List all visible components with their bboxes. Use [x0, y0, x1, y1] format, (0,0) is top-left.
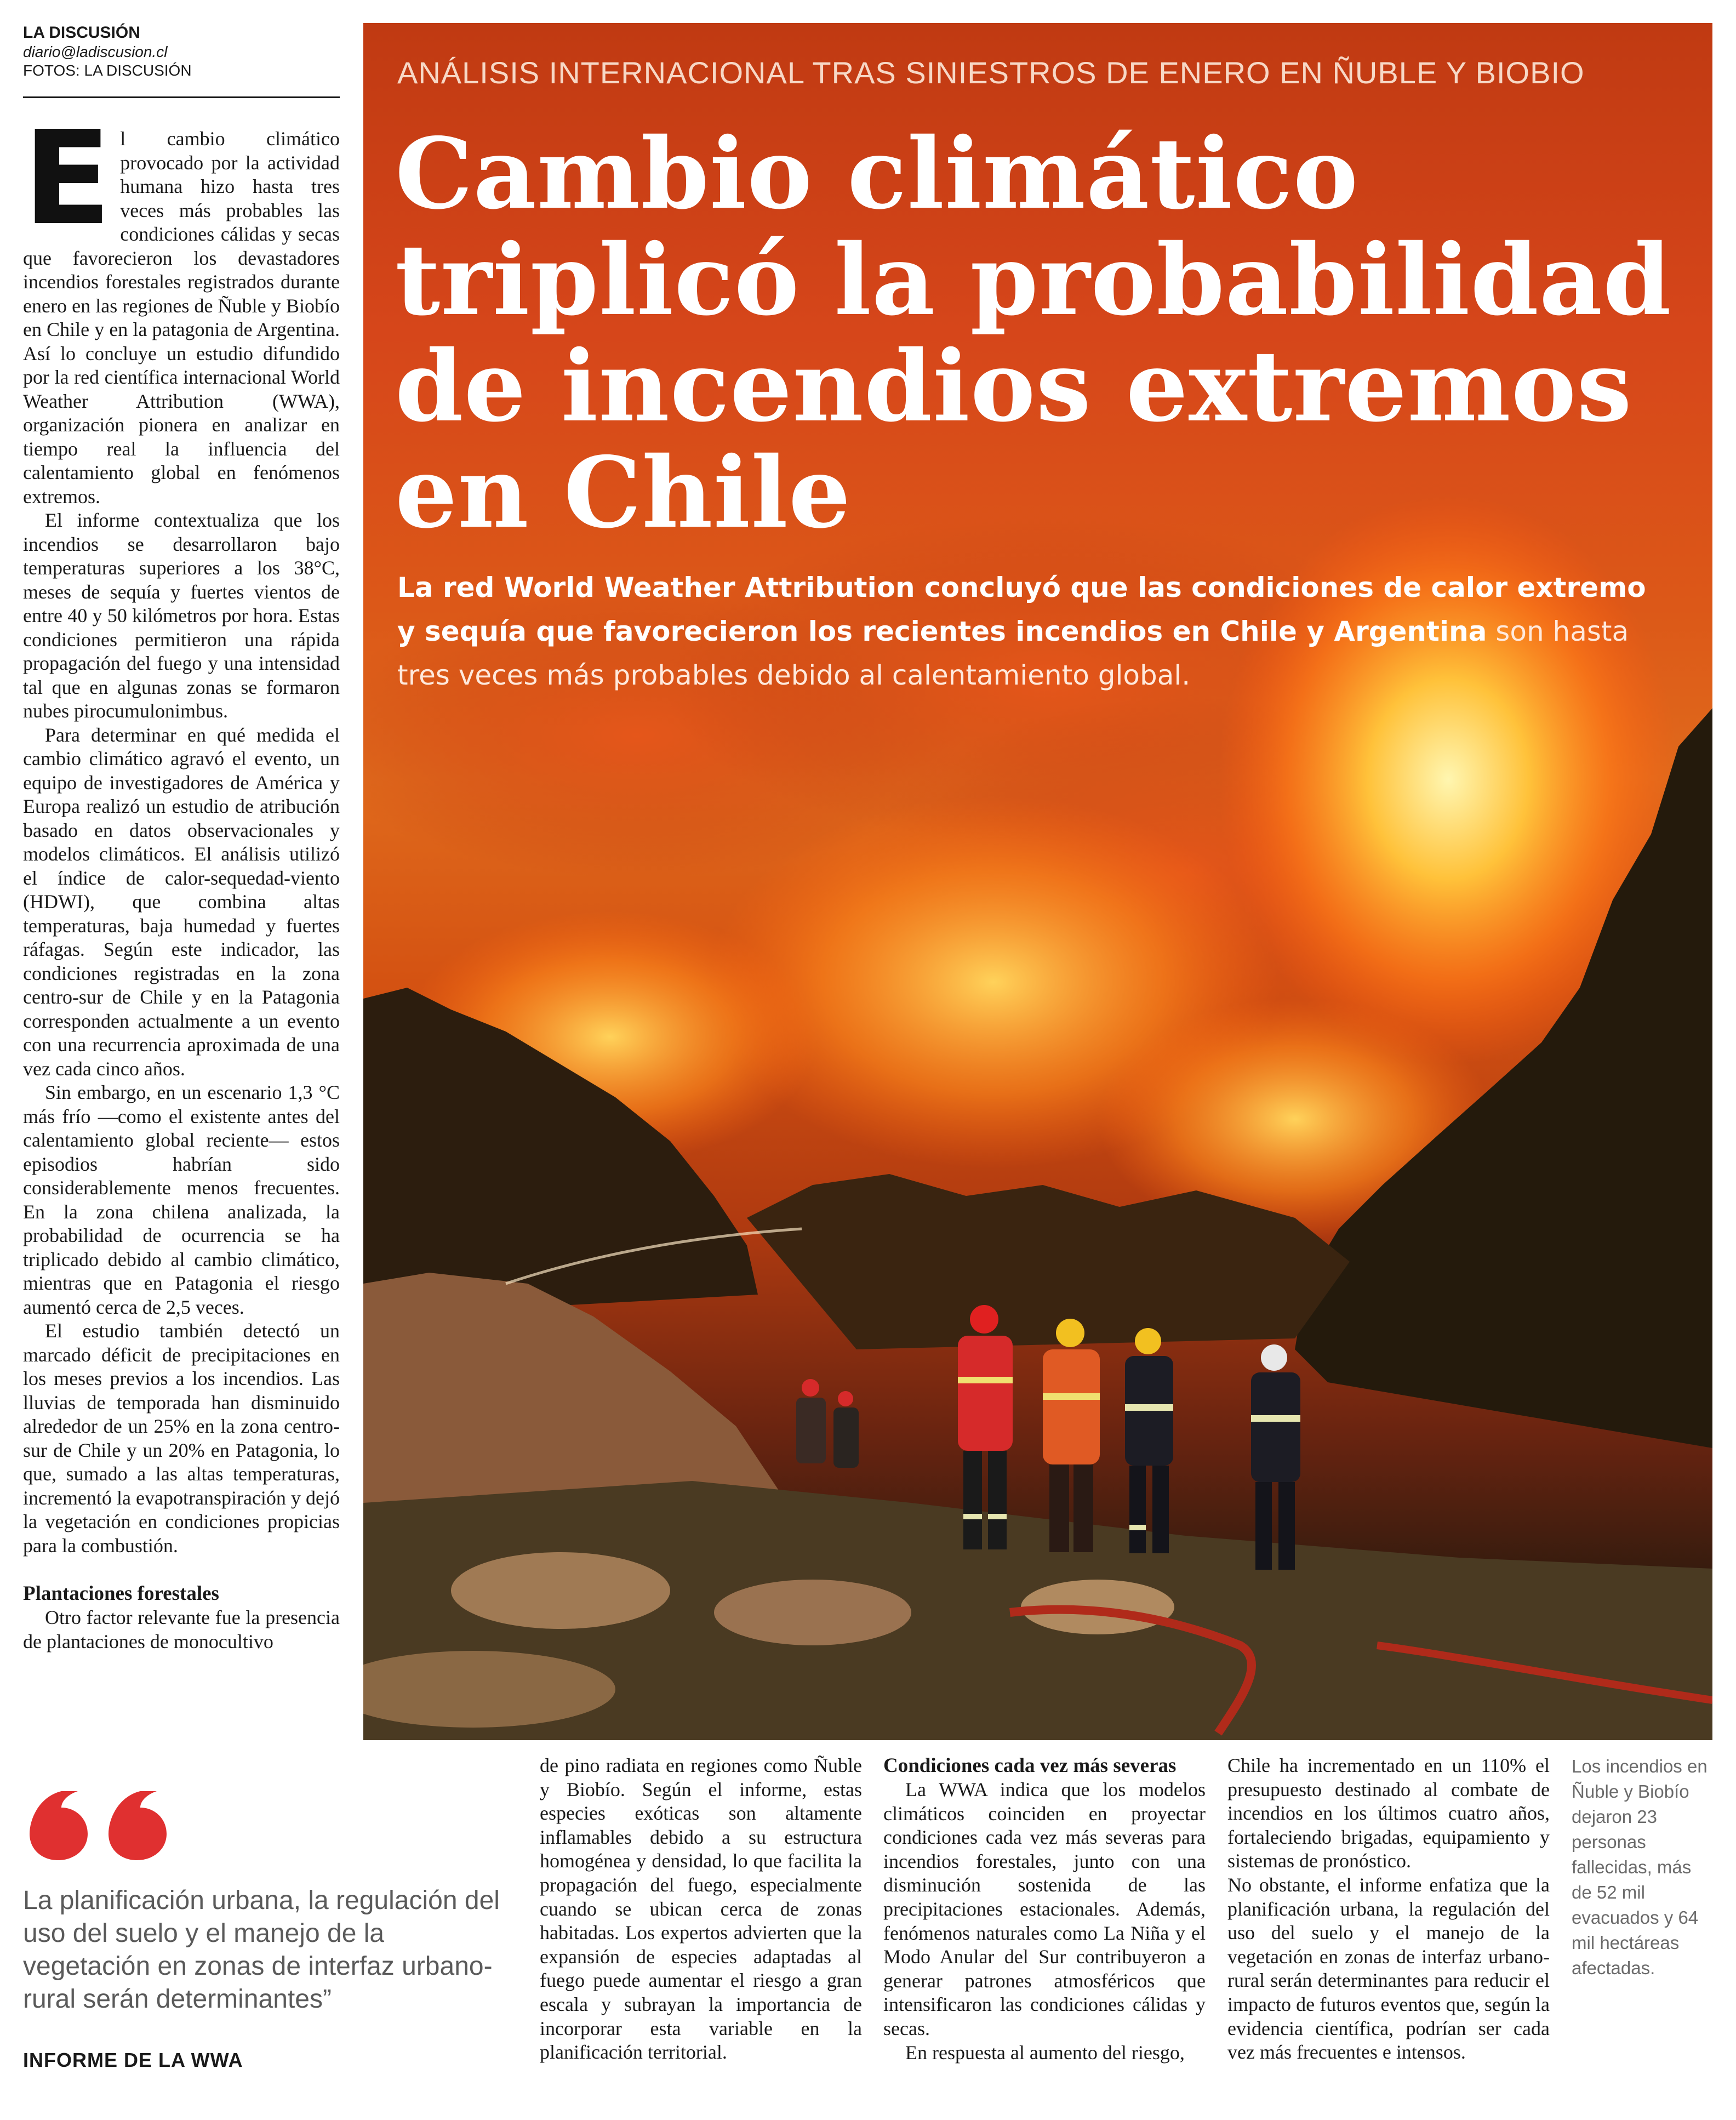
subheading-plantaciones: Plantaciones forestales: [23, 1582, 219, 1605]
lead-rest: son hasta tres veces más probables debido al calentamiento global.: [397, 616, 1629, 691]
photo-caption-sidenote: Los incendios en Ñuble y Biobío dejaron 23 personas fallecidas, más de 52 mil evacuados y 64 mil hectáreas afectadas.: [1572, 1756, 1708, 1978]
article-column-2: [540, 1754, 862, 2065]
quote-source: INFORME DE LA WWA: [23, 2049, 243, 2071]
article-paragraph-11: No obstante, el informe enfatiza que la planificación urbana, la regulación del uso del suelo y el manejo de la vegetación en zonas de interfaz urbano-rural serán determinantes para reducir el impacto de futuros eventos que, según la evidencia científica, podrían ser cada vez más frecuentes e intensos.: [1227, 1873, 1550, 2064]
drop-cap: E: [23, 103, 112, 254]
article-paragraph-2: El informe contextualiza que los incendios se desarrollaron bajo temperaturas superiores a los 38°C, meses de sequía y fuertes vientos de entre 40 y 50 kilómetros por hora. Estas condiciones permitieron una rápida propagación del fuego y una intensidad tal que en algunas zonas se formaron nubes pirocumulonimbus.: [23, 509, 340, 722]
pull-quote: La planificación urbana, la regulación del uso del suelo y el manejo de la vegetación en zonas de interfaz urbano-rural serán determinantes”: [23, 1886, 500, 2014]
firefighter: [796, 1379, 859, 1468]
rock: [714, 1580, 911, 1645]
hero-photo: [363, 23, 1712, 1740]
article-paragraph-6: Otro factor relevante fue la presencia de plantaciones de monocultivo: [23, 1606, 340, 1652]
photo-credit: FOTOS: LA DISCUSIÓN: [23, 62, 192, 79]
byline-email[interactable]: diario@ladiscusion.cl: [23, 43, 168, 60]
article-paragraph-8: La WWA indica que los modelos climáticos coinciden en proyectar condiciones cada vez más severas para incendios forestales, junto con una disminución sostenida de las precipitaciones estacionales. Además, fenómenos naturales como La Niña y el Modo Anular del Sur contribuyeron a generar patrones atmosféricos que intensificaron las condiciones cálidas y secas.: [883, 1779, 1206, 2039]
firefighter: [1125, 1328, 1173, 1553]
article-column-1: [23, 103, 340, 1654]
article-paragraph-10: Chile ha incrementado en un 110% el presupuesto destinado al combate de incendios en los últimos cuatro años, fortaleciendo brigadas, equipamiento y sistemas de pronóstico.: [1227, 1754, 1550, 1872]
quote-mark-icon: [23, 1769, 171, 1862]
subheading-condiciones: Condiciones cada vez más severas: [883, 1754, 1177, 1777]
firefighter: [1043, 1319, 1100, 1552]
rock: [451, 1552, 670, 1629]
article-column-3: [883, 1754, 1206, 2065]
kicker: ANÁLISIS INTERNACIONAL TRAS SINIESTROS DE ENERO EN ÑUBLE Y BIOBIO: [397, 55, 1585, 90]
article-paragraph-7: de pino radiata en regiones como Ñuble y Biobío. Según el informe, estas especies exóticas son altamente inflamables debido a su estructura homogénea y densidad, lo que facilita la propagación del fuego, especialmente cuando se ubican cerca de zonas habitadas. Los expertos advierten que la expansión de especies adaptadas al fuego puede aumentar el riesgo a gran escala y subrayan la importancia de incorporar esta variable en la planificación territorial.: [540, 1754, 862, 2064]
article-paragraph-3: Para determinar en qué medida el cambio climático agravó el evento, un equipo de investigadores de América y Europa realizó un estudio de atribución basado en datos observacionales y modelos climáticos. El análisis utilizó el índice de calor-sequedad-viento (HDWI), que combina altas temperaturas, baja humedad y fuertes ráfagas. Según este indicador, las condiciones registradas en la zona centro-sur de Chile y en la Patagonia corresponden actualmente a un evento con una recurrencia aproximada de una vez cada cinco años.: [23, 723, 340, 1080]
lead-bold: La red World Weather Attribution concluyó que las condiciones de calor extremo y sequía que favorecieron los recientes incendios en Chile y Argentina: [397, 572, 1646, 647]
article-column-4: [1227, 1754, 1550, 2065]
firefighter: [1251, 1344, 1300, 1570]
article-paragraph-5: El estudio también detectó un marcado déficit de precipitaciones en los meses previos a los incendios. Las lluvias de temporada han disminuido alrededor de un 25% en la zona centro-sur de Chile y un 20% en Patagonia, lo que, sumado a las altas temperaturas, incrementó la evapotranspiración y dejó la vegetación en condiciones propicias para la combustión.: [23, 1320, 340, 1557]
article-paragraph-9: En respuesta al aumento del riesgo,: [905, 2041, 1185, 2064]
newspaper-name: LA DISCUSIÓN: [23, 24, 140, 42]
headline: Cambio climático triplicó la probabilidad de incendios extremos en Chile: [395, 116, 1672, 550]
lead-paragraph: [397, 566, 1652, 697]
article-paragraph-4: Sin embargo, en un escenario 1,3 °C más frío —como el existente antes del calentamiento global reciente— estos episodios habrían sido considerablemente menos frecuentes. En la zona chilena analizada, la probabilidad de ocurrencia se ha triplicado debido al cambio climático, mientras que en Patagonia el riesgo aumentó cerca de 2,5 veces.: [23, 1081, 340, 1318]
byline-divider: [23, 96, 340, 98]
byline: [23, 23, 341, 80]
article-paragraph-1: El cambio climático provocado por la actividad humana hizo hasta tres veces más probables las condiciones cálidas y secas que favorecieron los devastadores incendios forestales registrados durante enero en las regiones de Ñuble y Biobío en Chile y en la patagonia de Argentina. Así lo concluye un estudio difundido por la red científica internacional World Weather Attribution (WWA), organización pionera en analizar en tiempo real la influencia del calentamiento global en fenómenos extremos.: [23, 103, 340, 508]
